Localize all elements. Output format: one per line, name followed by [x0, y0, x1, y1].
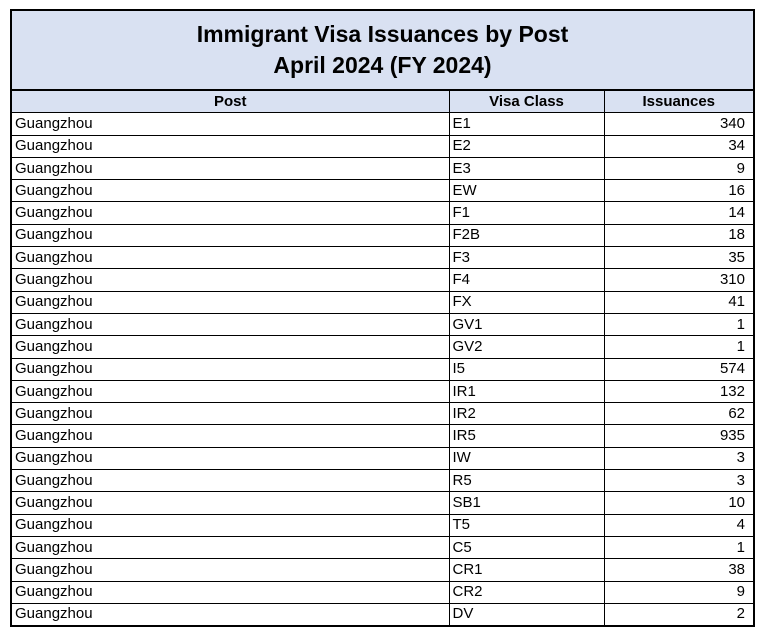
post-cell: Guangzhou — [12, 358, 449, 380]
issuances-cell: 10 — [604, 492, 753, 514]
visa-class-cell: CR2 — [449, 581, 604, 603]
post-cell: Guangzhou — [12, 180, 449, 202]
issuances-cell: 2 — [604, 603, 753, 625]
visa-class-cell: E2 — [449, 135, 604, 157]
table-row — [12, 313, 753, 335]
report-frame — [10, 9, 755, 627]
issuances-cell: 935 — [604, 425, 753, 447]
table-row — [12, 202, 753, 224]
post-cell: Guangzhou — [12, 514, 449, 536]
post-cell: Guangzhou — [12, 492, 449, 514]
post-cell: Guangzhou — [12, 202, 449, 224]
visa-class-cell: IR5 — [449, 425, 604, 447]
post-cell: Guangzhou — [12, 135, 449, 157]
report-title: Immigrant Visa Issuances by Post — [196, 21, 569, 47]
table-row — [12, 380, 753, 402]
table-row — [12, 336, 753, 358]
visa-class-cell: F1 — [449, 202, 604, 224]
visa-class-cell: GV1 — [449, 313, 604, 335]
table-row — [12, 403, 753, 425]
column-header-post: Post — [12, 91, 449, 113]
visa-class-cell: R5 — [449, 470, 604, 492]
issuances-cell: 41 — [604, 291, 753, 313]
column-header-issuances: Issuances — [604, 91, 753, 113]
post-cell: Guangzhou — [12, 313, 449, 335]
table-row — [12, 425, 753, 447]
visa-class-cell: E1 — [449, 113, 604, 135]
post-cell: Guangzhou — [12, 603, 449, 625]
post-cell: Guangzhou — [12, 425, 449, 447]
visa-class-cell: F3 — [449, 247, 604, 269]
table-row — [12, 514, 753, 536]
visa-class-cell: I5 — [449, 358, 604, 380]
visa-class-cell: F2B — [449, 224, 604, 246]
issuances-table — [12, 91, 753, 625]
post-cell: Guangzhou — [12, 403, 449, 425]
table-row — [12, 581, 753, 603]
post-cell: Guangzhou — [12, 247, 449, 269]
post-cell: Guangzhou — [12, 113, 449, 135]
table-row — [12, 113, 753, 135]
table-body — [12, 113, 753, 625]
visa-class-cell: IR1 — [449, 380, 604, 402]
visa-class-cell: IR2 — [449, 403, 604, 425]
table-row — [12, 269, 753, 291]
visa-class-cell: E3 — [449, 157, 604, 179]
post-cell: Guangzhou — [12, 559, 449, 581]
table-row — [12, 447, 753, 469]
table-row — [12, 180, 753, 202]
visa-class-cell: F4 — [449, 269, 604, 291]
issuances-cell: 4 — [604, 514, 753, 536]
table-row — [12, 358, 753, 380]
table-row — [12, 247, 753, 269]
issuances-cell: 38 — [604, 559, 753, 581]
table-row — [12, 536, 753, 558]
table-row — [12, 157, 753, 179]
issuances-cell: 1 — [604, 536, 753, 558]
post-cell: Guangzhou — [12, 470, 449, 492]
post-cell: Guangzhou — [12, 224, 449, 246]
issuances-cell: 340 — [604, 113, 753, 135]
post-cell: Guangzhou — [12, 447, 449, 469]
issuances-cell: 14 — [604, 202, 753, 224]
post-cell: Guangzhou — [12, 380, 449, 402]
issuances-cell: 310 — [604, 269, 753, 291]
visa-class-cell: IW — [449, 447, 604, 469]
table-row — [12, 291, 753, 313]
table-row — [12, 492, 753, 514]
issuances-cell: 3 — [604, 447, 753, 469]
visa-class-cell: DV — [449, 603, 604, 625]
visa-class-cell: FX — [449, 291, 604, 313]
issuances-cell: 9 — [604, 581, 753, 603]
issuances-cell: 1 — [604, 313, 753, 335]
issuances-cell: 3 — [604, 470, 753, 492]
post-cell: Guangzhou — [12, 336, 449, 358]
issuances-cell: 35 — [604, 247, 753, 269]
issuances-cell: 34 — [604, 135, 753, 157]
post-cell: Guangzhou — [12, 157, 449, 179]
post-cell: Guangzhou — [12, 291, 449, 313]
issuances-cell: 1 — [604, 336, 753, 358]
visa-class-cell: GV2 — [449, 336, 604, 358]
issuances-cell: 18 — [604, 224, 753, 246]
table-row — [12, 470, 753, 492]
report-subtitle: April 2024 (FY 2024) — [273, 52, 492, 78]
issuances-cell: 574 — [604, 358, 753, 380]
post-cell: Guangzhou — [12, 269, 449, 291]
visa-class-cell: EW — [449, 180, 604, 202]
issuances-cell: 9 — [604, 157, 753, 179]
issuances-cell: 62 — [604, 403, 753, 425]
table-row — [12, 224, 753, 246]
visa-class-cell: C5 — [449, 536, 604, 558]
table-row — [12, 559, 753, 581]
column-header-visa-class: Visa Class — [449, 91, 604, 113]
table-row — [12, 135, 753, 157]
post-cell: Guangzhou — [12, 536, 449, 558]
issuances-cell: 16 — [604, 180, 753, 202]
table-header-row — [12, 91, 753, 113]
visa-class-cell: SB1 — [449, 492, 604, 514]
post-cell: Guangzhou — [12, 581, 449, 603]
report-title-box — [12, 11, 753, 91]
visa-class-cell: CR1 — [449, 559, 604, 581]
issuances-cell: 132 — [604, 380, 753, 402]
table-row — [12, 603, 753, 625]
visa-class-cell: T5 — [449, 514, 604, 536]
